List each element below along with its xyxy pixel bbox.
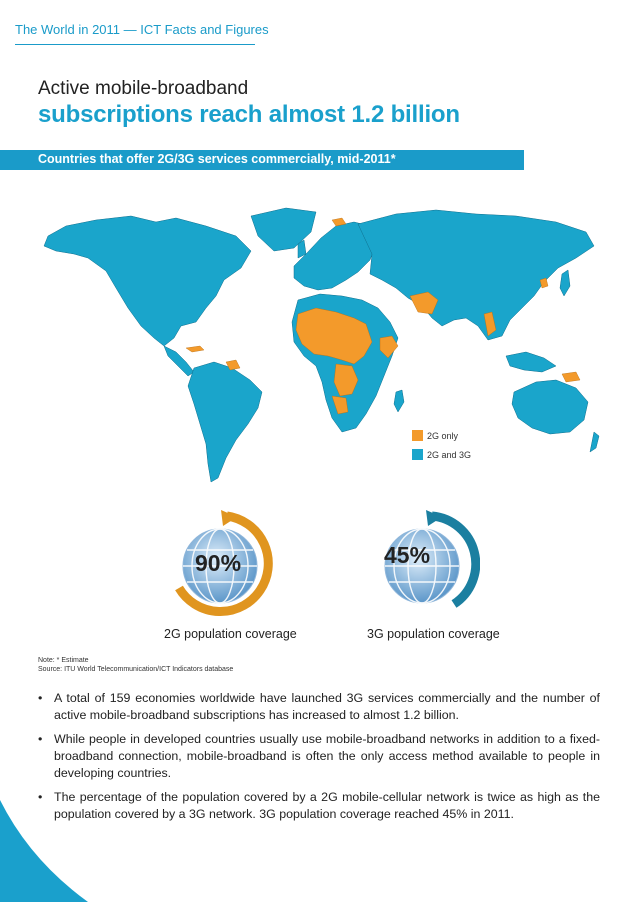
section-title: Countries that offer 2G/3G services commercially, mid-2011* — [38, 152, 396, 166]
bullet-item: • The percentage of the population covered by a 2G mobile-cellular network is twice as high as the population covered by a 3G network. 3G population coverage reached 45% in 2011. — [38, 789, 600, 823]
map-south-america — [188, 362, 262, 482]
legend-swatch-2g-only — [412, 430, 423, 441]
gauge-2g-value: 90% — [195, 550, 242, 576]
heading-line2: subscriptions reach almost 1.2 billion — [38, 101, 460, 128]
header-divider — [15, 44, 255, 45]
legend-item-2g-only — [412, 430, 458, 441]
map-new-zealand — [590, 432, 599, 452]
bullet-list — [38, 690, 600, 830]
gauge-3g-value: 45% — [384, 542, 431, 568]
corner-decoration — [0, 800, 90, 902]
gauge-2g-caption: 2G population coverage — [164, 627, 297, 641]
heading-line1: Active mobile-broadband — [38, 78, 249, 99]
gauge-3g-caption: 3G population coverage — [367, 627, 500, 641]
world-map — [36, 196, 602, 486]
note-source: Source: ITU World Telecommunication/ICT Indicators database — [38, 666, 234, 673]
legend-label-2g-only: 2G only — [427, 430, 459, 441]
note-estimate: Note: * Estimate — [38, 657, 89, 664]
bullet-item: • A total of 159 economies worldwide have launched 3G services commercially and the number of active mobile-broadband subscriptions has increased to almost 1.2 billion. — [38, 690, 600, 724]
legend-item-2g-and-3g — [412, 449, 471, 460]
map-madagascar — [394, 390, 404, 412]
map-north-america — [44, 216, 251, 346]
map-asia — [358, 210, 594, 340]
map-greenland — [251, 208, 316, 251]
map-japan — [560, 270, 570, 296]
legend-label-2g-and-3g: 2G and 3G — [427, 449, 472, 460]
map-australia — [512, 380, 588, 434]
section-band — [0, 150, 524, 170]
header-title: The World in 2011 — ICT Facts and Figures — [15, 22, 269, 37]
map-se-asia — [506, 352, 556, 372]
legend-swatch-2g-and-3g — [412, 449, 423, 460]
bullet-item: • While people in developed countries usually use mobile-broadband networks in addition to a fixed-broadband connection, mobile-broadband is often the only access method available to people in developing countries. — [38, 731, 600, 782]
